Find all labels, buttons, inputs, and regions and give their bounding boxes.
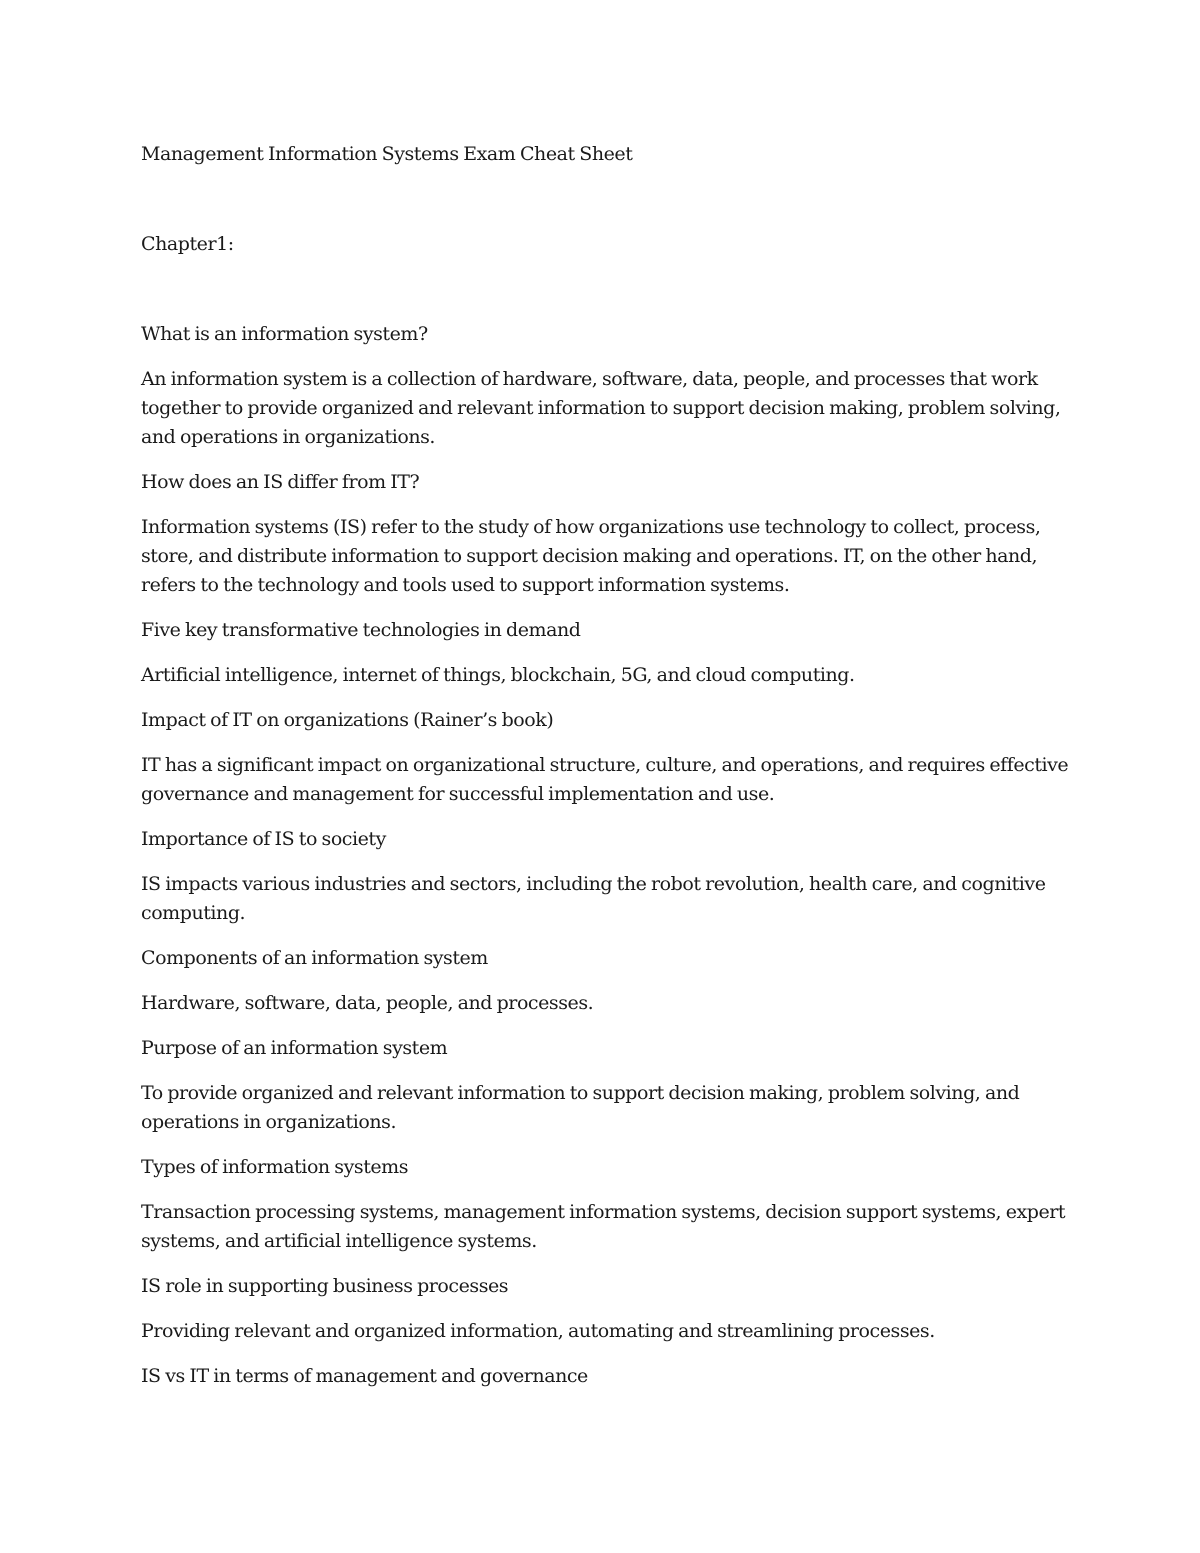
question-importance-to-society: Importance of IS to society <box>141 828 386 850</box>
answer-types: Transaction processing systems, management information systems, decision support systems, expert systems, and artificial intelligence systems. <box>141 1201 1066 1252</box>
question-purpose: Purpose of an information system <box>141 1037 448 1059</box>
question-is-vs-it: How does an IS differ from IT? <box>141 471 420 493</box>
answer-what-is-is: An information system is a collection of hardware, software, data, people, and processes that work together to provide organized and relevant information to support decision making, problem solving, and operations in organizations. <box>141 368 1061 448</box>
question-impact-of-it: Impact of IT on organizations (Rainer’s book) <box>141 709 554 731</box>
qa-list <box>141 320 1071 1391</box>
answer-transformative-tech: Artificial intelligence, internet of things, blockchain, 5G, and cloud computing. <box>141 664 855 686</box>
answer-impact-of-it: IT has a significant impact on organizational structure, culture, and operations, and requires effective governance and management for successful implementation and use. <box>141 754 1069 805</box>
answer-importance-to-society: IS impacts various industries and sectors, including the robot revolution, health care, and cognitive computing. <box>141 873 1046 924</box>
question-management-governance: IS vs IT in terms of management and governance <box>141 1365 588 1387</box>
answer-business-processes: Providing relevant and organized information, automating and streamlining processes. <box>141 1320 935 1342</box>
question-components: Components of an information system <box>141 947 488 969</box>
answer-purpose: To provide organized and relevant information to support decision making, problem solving, and operations in organizations. <box>141 1082 1020 1133</box>
answer-is-vs-it: Information systems (IS) refer to the study of how organizations use technology to collect, process, store, and distribute information to support decision making and operations. IT, on the other hand, refers to the technology and tools used to support information systems. <box>141 516 1041 596</box>
document-title: Management Information Systems Exam Cheat Sheet <box>141 143 633 165</box>
question-types: Types of information systems <box>141 1156 409 1178</box>
chapter-heading: Chapter1: <box>141 233 234 255</box>
question-what-is-is: What is an information system? <box>141 323 428 345</box>
question-transformative-tech: Five key transformative technologies in demand <box>141 619 581 641</box>
answer-components: Hardware, software, data, people, and processes. <box>141 992 594 1014</box>
document-body <box>141 140 1071 1407</box>
question-business-processes: IS role in supporting business processes <box>141 1275 509 1297</box>
